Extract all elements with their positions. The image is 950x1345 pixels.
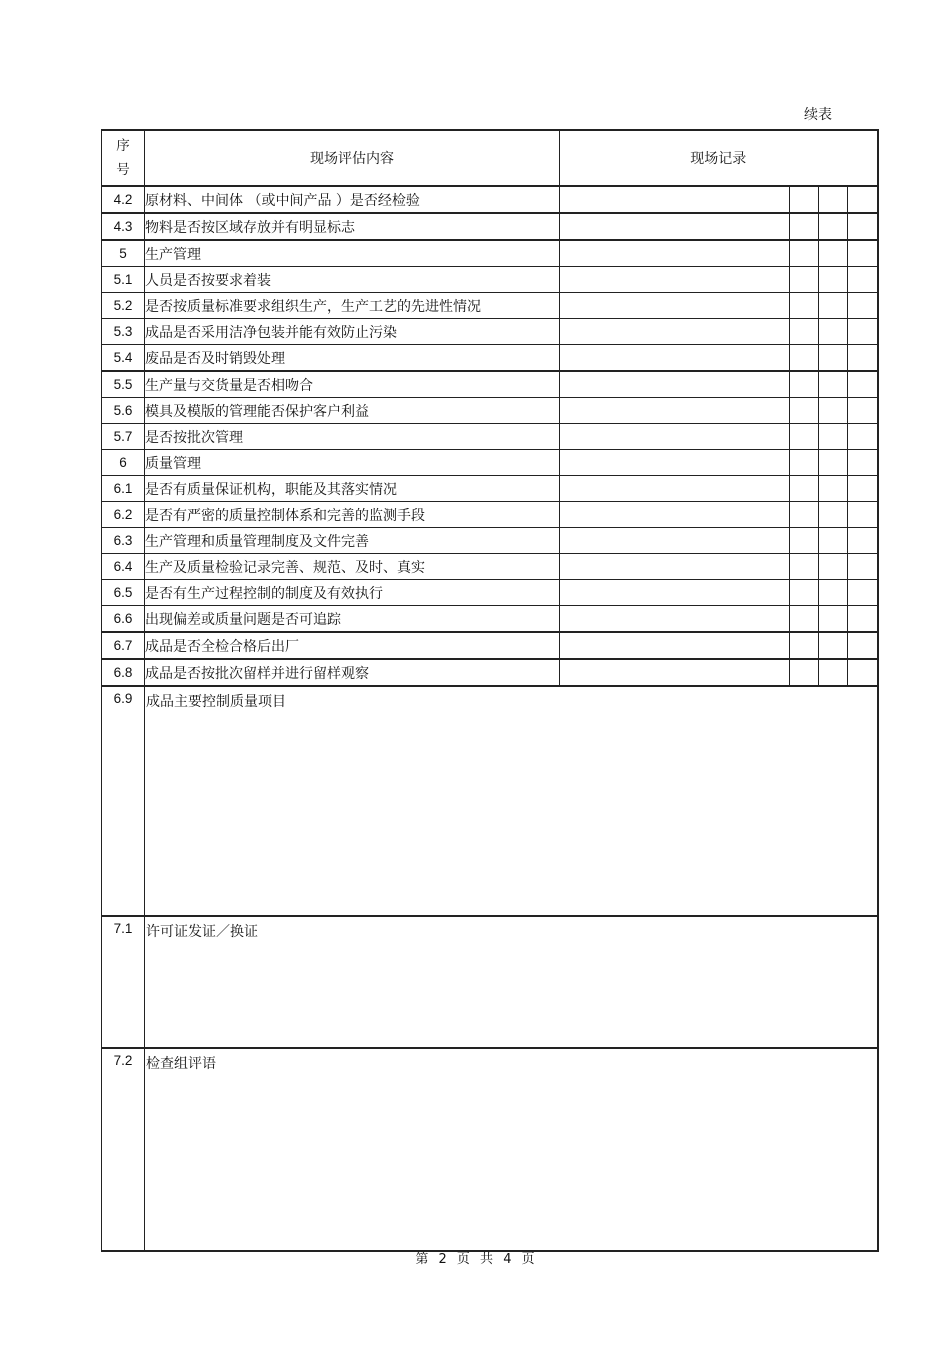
row-content: 成品是否采用洁净包装并能有效防止污染 bbox=[145, 319, 560, 345]
table-row bbox=[102, 659, 878, 686]
row-number: 7.2 bbox=[102, 1048, 145, 1251]
header-content: 现场评估内容 bbox=[145, 130, 560, 186]
row-number: 4.2 bbox=[102, 186, 145, 213]
table-row bbox=[102, 528, 878, 554]
record-cell[interactable] bbox=[560, 240, 790, 267]
check-cell-1[interactable] bbox=[790, 450, 819, 476]
row-number: 5.4 bbox=[102, 345, 145, 372]
check-cell-1[interactable] bbox=[790, 528, 819, 554]
assessment-table bbox=[101, 129, 879, 1252]
row-number: 6.4 bbox=[102, 554, 145, 580]
table-row-large bbox=[102, 686, 878, 916]
row-content: 生产量与交货量是否相吻合 bbox=[145, 371, 560, 398]
check-cell-1[interactable] bbox=[790, 267, 819, 293]
header-seq bbox=[102, 130, 145, 186]
record-cell[interactable] bbox=[560, 371, 790, 398]
check-cell-3[interactable] bbox=[848, 659, 878, 686]
check-cell-1[interactable] bbox=[790, 659, 819, 686]
table-row bbox=[102, 293, 878, 319]
header-record: 现场记录 bbox=[560, 130, 878, 186]
row-content: 原材料、中间体 （或中间产品 ）是否经检验 bbox=[145, 186, 560, 213]
table-row bbox=[102, 186, 878, 213]
record-cell[interactable] bbox=[560, 632, 790, 659]
check-cell-1[interactable] bbox=[790, 213, 819, 240]
row-number: 6.9 bbox=[102, 686, 145, 916]
row-number: 6.2 bbox=[102, 502, 145, 528]
check-cell-3[interactable] bbox=[848, 528, 878, 554]
table-row bbox=[102, 319, 878, 345]
record-cell[interactable] bbox=[560, 213, 790, 240]
row-content: 是否按质量标准要求组织生产，生产工艺的先进性情况 bbox=[145, 293, 560, 319]
check-cell-3[interactable] bbox=[848, 632, 878, 659]
table-row bbox=[102, 240, 878, 267]
record-cell[interactable] bbox=[560, 580, 790, 606]
row-number: 6.7 bbox=[102, 632, 145, 659]
check-cell-1[interactable] bbox=[790, 476, 819, 502]
check-cell-2[interactable] bbox=[819, 632, 848, 659]
check-cell-3[interactable] bbox=[848, 450, 878, 476]
check-cell-3[interactable] bbox=[848, 606, 878, 633]
record-cell[interactable] bbox=[560, 502, 790, 528]
row-number: 6.1 bbox=[102, 476, 145, 502]
table-row bbox=[102, 450, 878, 476]
row-content: 人员是否按要求着装 bbox=[145, 267, 560, 293]
check-cell-1[interactable] bbox=[790, 371, 819, 398]
row-content: 是否有严密的质量控制体系和完善的监测手段 bbox=[145, 502, 560, 528]
row-content: 是否按批次管理 bbox=[145, 424, 560, 450]
record-cell[interactable] bbox=[560, 476, 790, 502]
row-content: 是否有质量保证机构，职能及其落实情况 bbox=[145, 476, 560, 502]
check-cell-2[interactable] bbox=[819, 213, 848, 240]
check-cell-1[interactable] bbox=[790, 502, 819, 528]
check-cell-3[interactable] bbox=[848, 371, 878, 398]
check-cell-3[interactable] bbox=[848, 398, 878, 424]
check-cell-2[interactable] bbox=[819, 398, 848, 424]
check-cell-3[interactable] bbox=[848, 580, 878, 606]
row-content: 成品是否全检合格后出厂 bbox=[145, 632, 560, 659]
record-cell[interactable] bbox=[560, 345, 790, 372]
check-cell-1[interactable] bbox=[790, 345, 819, 372]
row-content-area[interactable] bbox=[145, 686, 878, 916]
record-cell[interactable] bbox=[560, 293, 790, 319]
row-content: 物料是否按区域存放并有明显标志 bbox=[145, 213, 560, 240]
page-footer: 第 2 页 共 4 页 bbox=[415, 1252, 535, 1267]
check-cell-3[interactable] bbox=[848, 345, 878, 372]
record-cell[interactable] bbox=[560, 450, 790, 476]
row-content: 生产及质量检验记录完善、规范、及时、真实 bbox=[145, 554, 560, 580]
check-cell-2[interactable] bbox=[819, 293, 848, 319]
row-number: 5 bbox=[102, 240, 145, 267]
check-cell-2[interactable] bbox=[819, 659, 848, 686]
record-cell[interactable] bbox=[560, 606, 790, 633]
row-content: 模具及模版的管理能否保护客户利益 bbox=[145, 398, 560, 424]
record-cell[interactable] bbox=[560, 267, 790, 293]
check-cell-3[interactable] bbox=[848, 293, 878, 319]
check-cell-2[interactable] bbox=[819, 554, 848, 580]
check-cell-2[interactable] bbox=[819, 476, 848, 502]
table-row-large bbox=[102, 1048, 878, 1251]
row-content: 生产管理 bbox=[145, 240, 560, 267]
row-number: 5.2 bbox=[102, 293, 145, 319]
row-content-label: 检查组评语 bbox=[146, 1056, 216, 1072]
row-content-area[interactable] bbox=[145, 916, 878, 1048]
table-row bbox=[102, 606, 878, 633]
record-cell[interactable] bbox=[560, 528, 790, 554]
check-cell-2[interactable] bbox=[819, 186, 848, 213]
table-header bbox=[102, 130, 878, 186]
table-row bbox=[102, 554, 878, 580]
check-cell-3[interactable] bbox=[848, 319, 878, 345]
check-cell-2[interactable] bbox=[819, 580, 848, 606]
check-cell-3[interactable] bbox=[848, 554, 878, 580]
row-number: 5.1 bbox=[102, 267, 145, 293]
row-content: 生产管理和质量管理制度及文件完善 bbox=[145, 528, 560, 554]
check-cell-3[interactable] bbox=[848, 267, 878, 293]
check-cell-2[interactable] bbox=[819, 424, 848, 450]
row-number: 5.3 bbox=[102, 319, 145, 345]
record-cell[interactable] bbox=[560, 659, 790, 686]
check-cell-2[interactable] bbox=[819, 240, 848, 267]
row-number: 6.5 bbox=[102, 580, 145, 606]
row-number: 5.5 bbox=[102, 371, 145, 398]
row-number: 6 bbox=[102, 450, 145, 476]
check-cell-2[interactable] bbox=[819, 502, 848, 528]
row-number: 6.6 bbox=[102, 606, 145, 633]
header-seq-line1: 序 bbox=[116, 138, 130, 153]
check-cell-1[interactable] bbox=[790, 424, 819, 450]
check-cell-1[interactable] bbox=[790, 240, 819, 267]
check-cell-1[interactable] bbox=[790, 293, 819, 319]
row-content-area[interactable] bbox=[145, 1048, 878, 1251]
row-content: 废品是否及时销毁处理 bbox=[145, 345, 560, 372]
check-cell-2[interactable] bbox=[819, 450, 848, 476]
check-cell-3[interactable] bbox=[848, 424, 878, 450]
record-cell[interactable] bbox=[560, 319, 790, 345]
table-row bbox=[102, 213, 878, 240]
check-cell-1[interactable] bbox=[790, 606, 819, 633]
row-content: 质量管理 bbox=[145, 450, 560, 476]
check-cell-1[interactable] bbox=[790, 632, 819, 659]
table-row bbox=[102, 345, 878, 372]
check-cell-3[interactable] bbox=[848, 502, 878, 528]
table-row bbox=[102, 267, 878, 293]
check-cell-1[interactable] bbox=[790, 319, 819, 345]
check-cell-1[interactable] bbox=[790, 186, 819, 213]
check-cell-1[interactable] bbox=[790, 580, 819, 606]
row-number: 7.1 bbox=[102, 916, 145, 1048]
continued-label: 续表 bbox=[804, 107, 832, 123]
row-content-label: 成品主要控制质量项目 bbox=[146, 694, 286, 710]
check-cell-3[interactable] bbox=[848, 186, 878, 213]
record-cell[interactable] bbox=[560, 424, 790, 450]
record-cell[interactable] bbox=[560, 398, 790, 424]
table-row bbox=[102, 424, 878, 450]
row-number: 5.6 bbox=[102, 398, 145, 424]
row-number: 4.3 bbox=[102, 213, 145, 240]
row-content: 出现偏差或质量问题是否可追踪 bbox=[145, 606, 560, 633]
table-row-large bbox=[102, 916, 878, 1048]
row-content: 是否有生产过程控制的制度及有效执行 bbox=[145, 580, 560, 606]
table-row bbox=[102, 580, 878, 606]
table-row bbox=[102, 371, 878, 398]
check-cell-1[interactable] bbox=[790, 398, 819, 424]
check-cell-2[interactable] bbox=[819, 319, 848, 345]
table-row bbox=[102, 476, 878, 502]
row-number: 6.3 bbox=[102, 528, 145, 554]
check-cell-2[interactable] bbox=[819, 345, 848, 372]
table-row bbox=[102, 502, 878, 528]
table-row bbox=[102, 632, 878, 659]
check-cell-3[interactable] bbox=[848, 213, 878, 240]
row-number: 5.7 bbox=[102, 424, 145, 450]
row-content-label: 许可证发证／换证 bbox=[146, 924, 258, 940]
check-cell-3[interactable] bbox=[848, 240, 878, 267]
record-cell[interactable] bbox=[560, 554, 790, 580]
check-cell-2[interactable] bbox=[819, 267, 848, 293]
check-cell-1[interactable] bbox=[790, 554, 819, 580]
table-row bbox=[102, 398, 878, 424]
row-number: 6.8 bbox=[102, 659, 145, 686]
record-cell[interactable] bbox=[560, 186, 790, 213]
check-cell-2[interactable] bbox=[819, 528, 848, 554]
row-content: 成品是否按批次留样并进行留样观察 bbox=[145, 659, 560, 686]
check-cell-2[interactable] bbox=[819, 371, 848, 398]
check-cell-3[interactable] bbox=[848, 476, 878, 502]
header-seq-line2: 号 bbox=[116, 162, 130, 177]
check-cell-2[interactable] bbox=[819, 606, 848, 633]
